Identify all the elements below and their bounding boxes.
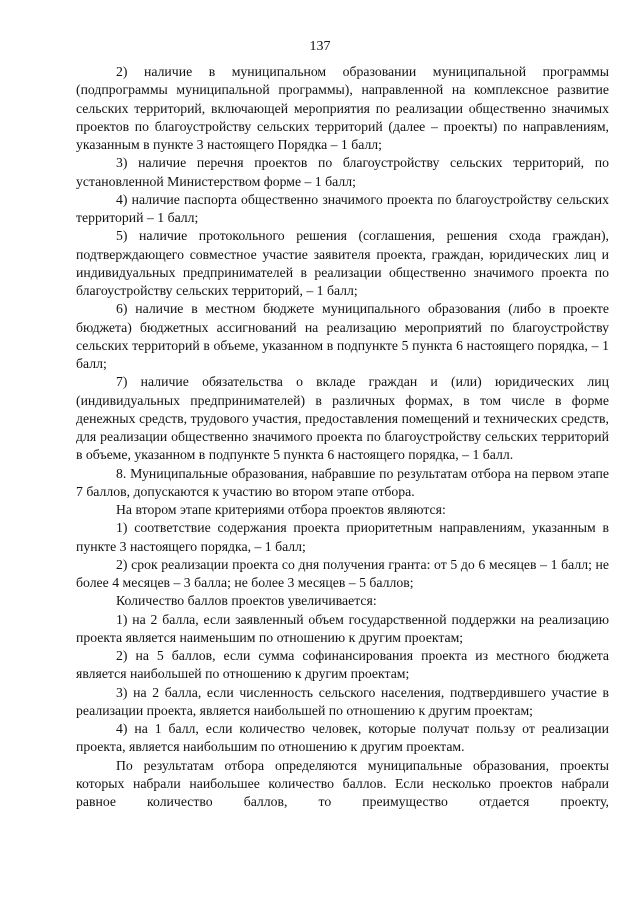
paragraph-bonus-3: 3) на 2 балла, если численность сельского населения, подтвердившего участие в реализации проекта, является наибольшей по отношению к другим проектам; [76, 684, 609, 718]
paragraph-bonus-intro: Количество баллов проектов увеличивается: [116, 593, 377, 609]
paragraph-bonus-2: 2) на 5 баллов, если сумма софинансирования проекта из местного бюджета является наибольшей по отношению к другим проектам; [76, 648, 609, 682]
paragraph-bonus-4: 4) на 1 балл, если количество человек, которые получат пользу от реализации проекта, является наибольшим по отношению к другим проектам. [76, 721, 609, 755]
paragraph-criterion-4: 4) наличие паспорта общественно значимого проекта по благоустройству сельских территорий – 1 балл; [76, 191, 609, 225]
page-number: 137 [309, 39, 331, 54]
paragraph-second-stage-2: 2) срок реализации проекта со дня получения гранта: от 5 до 6 месяцев – 1 балл; не более 4 месяцев – 3 балла; не более 3 месяцев – 5 баллов; [76, 556, 609, 590]
paragraph-criterion-5: 5) наличие протокольного решения (соглашения, решения схода граждан), подтверждающего совместное участие заявителя проекта, граждан, юридических лиц и индивидуальных предпринимателей в реализации общественно значимого проекта по благоустройству сельских территорий, – 1 балл; [76, 228, 609, 298]
paragraph-criterion-2: 2) наличие в муниципальном образовании муниципальной программы (подпрограммы муниципальной программы), направленной на комплексное развитие сельских территорий, включающей мероприятия по реализации общественно значимых проектов по благоустройству сельских территорий (далее – проекты) по направлениям, указанным в пункте 3 настоящего Порядка – 1 балл; [76, 64, 609, 152]
paragraph-criterion-6: 6) наличие в местном бюджете муниципального образования (либо в проекте бюджета) бюджетных ассигнований на реализацию мероприятий по благоустройству сельских территорий в объеме, указанном в подпункте 5 пункта 6 настоящего порядка, – 1 балл; [76, 301, 609, 371]
paragraph-criterion-3: 3) наличие перечня проектов по благоустройству сельских территорий, по установленной Министерством форме – 1 балл; [76, 155, 609, 189]
paragraph-results: По результатам отбора определяются муниципальные образования, проекты которых набрали наибольшее количество баллов. Если несколько проектов набрали равное количество баллов, то преимущество отдается проекту, [76, 757, 609, 809]
paragraph-criterion-7: 7) наличие обязательства о вкладе граждан и (или) юридических лиц (индивидуальных предпринимателей) в различных формах, в том числе в форме денежных средств, трудового участия, предоставления помещений и технических средств, для реализации общественно значимого проекта по благоустройству сельских территорий в объеме, указанном в подпункте 5 пункта 6 настоящего порядка, – 1 балл. [76, 374, 609, 463]
paragraph-second-stage-1: 1) соответствие содержания проекта приоритетным направлениям, указанным в пункте 3 настоящего порядка, – 1 балл; [76, 520, 609, 554]
document-body [76, 63, 609, 811]
paragraph-bonus-1: 1) на 2 балла, если заявленный объем государственной поддержки на реализацию проекта является наименьшим по отношению к другим проектам; [76, 611, 609, 645]
paragraph-second-stage-intro: На втором этапе критериями отбора проектов являются: [116, 502, 446, 517]
paragraph-clause-8: 8. Муниципальные образования, набравшие по результатам отбора на первом этапе 7 баллов, допускаются к участию во втором этапе отбора. [76, 465, 609, 499]
